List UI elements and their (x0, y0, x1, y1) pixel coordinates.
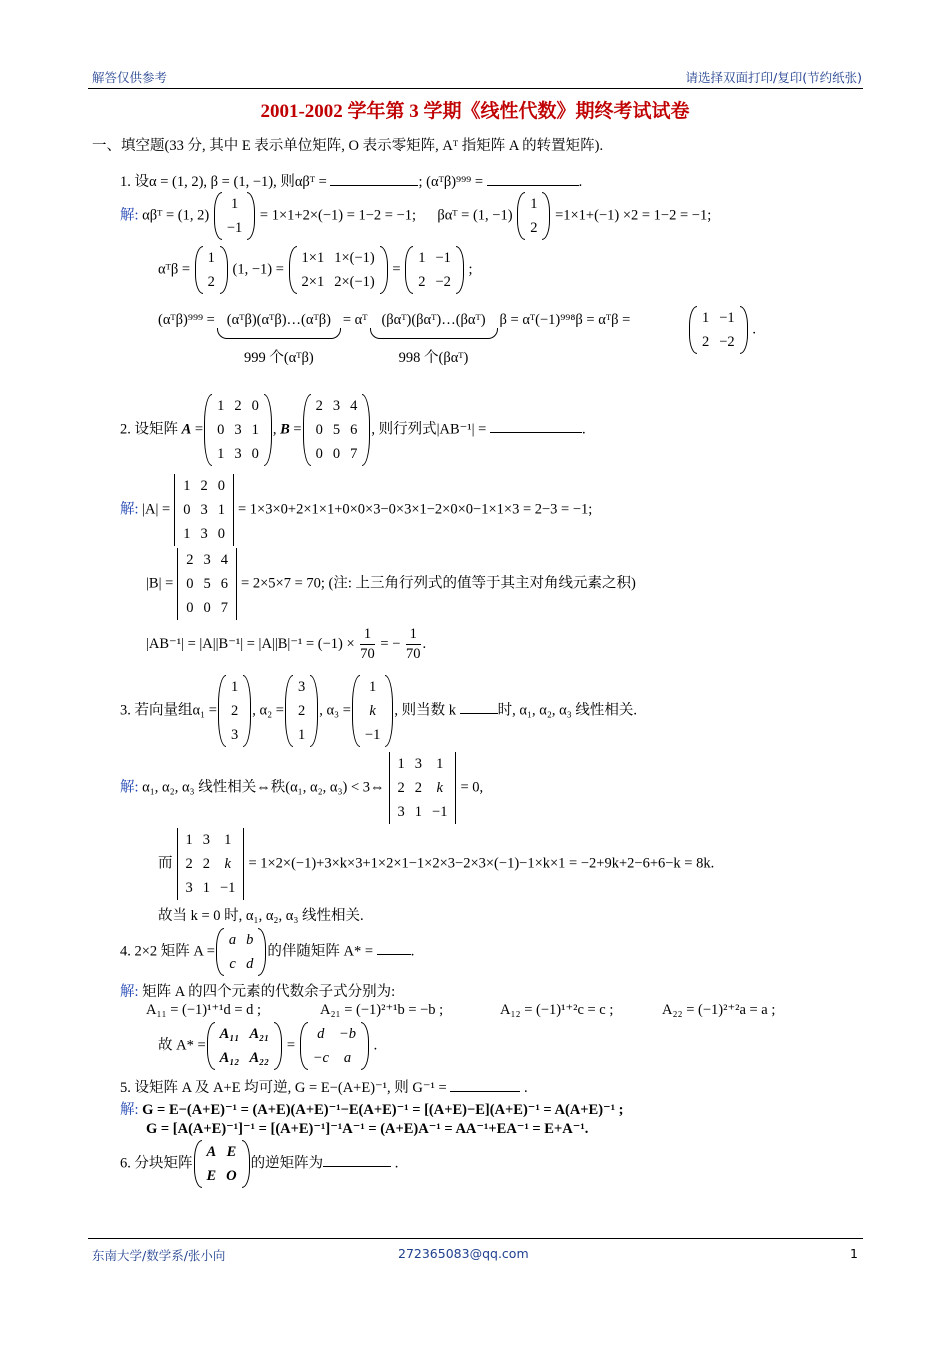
result-matrix: d −b −c a (300, 1022, 369, 1070)
q2-solution-line-2: |B| = 2 3 4 0 5 6 0 0 7 = 2×5×7 = 70; (注: 上三角行列式的值等于其主对角线元素之积) (146, 548, 636, 620)
q1-text: 1. 设α = (1, 2), β = (1, −1), 则αβᵀ = (120, 174, 331, 190)
underbrace: (αᵀβ)(αᵀβ)…(αᵀβ) 999 个(αᵀβ) (215, 306, 343, 334)
column-vector: 1 −1 (214, 192, 255, 240)
page-title: 2001-2002 学年第 3 学期《线性代数》期终考试试卷 (260, 101, 690, 122)
q1-expr: = (392, 261, 401, 278)
section-heading: 一、填空题(33 分, 其中 E 表示单位矩阵, O 表示零矩阵, Aᵀ 指矩阵 A 的转置矩阵). (92, 138, 604, 154)
q1-expr: (1, −1) = (232, 261, 284, 278)
footer-email: 272365083@qq.com (398, 1246, 529, 1261)
q2-solution-line-3: |AB⁻¹| = |A||B⁻¹| = |A||B|⁻¹ = (−1) × $\frac{1}{70}$ = − $\frac{1}{70}$ . (146, 626, 427, 662)
footer-rule (88, 1238, 863, 1239)
q3-solution-line-2: 而 1 3 1 2 2 k 3 1 −1 = 1×2×(−1)+3×k×3+1×2×1−1×2×3−2×3×(−1)−1×k×1 = −2+9k+2−6+6−k = 8k. (158, 828, 714, 900)
solution-label: 解: (120, 779, 139, 796)
q1-blank-1 (330, 185, 418, 186)
header-left: 解答仅供参考 (92, 70, 168, 85)
q6-blank (323, 1166, 391, 1167)
q1-result-matrix: 1 −1 2 −2 . (688, 306, 756, 354)
solution-label: 解: (120, 984, 139, 1000)
underbrace: (βαᵀ)(βαᵀ)…(βαᵀ) 998 个(βαᵀ) (368, 306, 500, 334)
q4-cofactor-2: A₂₁ = (−1)²⁺¹b = −b ; (320, 1002, 444, 1018)
vector-alpha1: 1 2 3 (218, 675, 251, 747)
fraction: $\frac{1}{70}$ (360, 626, 375, 662)
q1-expr: ; (468, 261, 473, 278)
q2-solution-line-1: 解: |A| = 1 2 0 0 3 1 1 3 0 = 1×3×0+2×1×1+0×0×3−0×3×1−2×0×0−1×1×3 = 2−3 = −1; (120, 474, 592, 546)
header-right: 请选择双面打印/复印(节约纸张) (685, 70, 862, 85)
determinant: 1 3 1 2 2 k 3 1 −1 (174, 828, 248, 900)
q3-solution-line-1: 解: α₁, α₂, α₃ 线性相关⇔秩(α₁, α₂, α₃) < 3⇔ 1 3 1 2 2 k 3 1 −1 = 0, (120, 752, 483, 824)
q1-text-2: ; (αᵀβ)⁹⁹⁹ = (418, 174, 487, 190)
solution-label: 解: (120, 1102, 139, 1118)
determinant: 1 3 1 2 2 k 3 1 −1 (386, 752, 460, 824)
q1-solution-line-1 (120, 192, 711, 240)
q1-expr: αβᵀ = (1, 2) (142, 207, 210, 224)
question-2: 2. 设矩阵 A = 1 2 0 0 3 1 1 3 0 , B = 2 3 4 0 5 6 0 0 7 , 则行列式|AB⁻¹| = . (120, 394, 586, 466)
q2-text-2: , 则行列式|AB⁻¹| = (371, 421, 490, 438)
q1-solution-line-2 (158, 246, 473, 294)
q4-cofactor-1: A₁₁ = (−1)¹⁺¹d = d ; (146, 1002, 262, 1018)
fraction: $\frac{1}{70}$ (406, 626, 421, 662)
question-4: 4. 2×2 矩阵 A = a b c d 的伴随矩阵 A* = . (120, 928, 414, 976)
q4-solution-line-1: 解: 矩阵 A 的四个元素的代数余子式分别为: (120, 984, 396, 1000)
determinant-A: 1 2 0 0 3 1 1 3 0 (171, 474, 237, 546)
page-number: 1 (850, 1246, 858, 1261)
q3-solution-line-3: 故当 k = 0 时, α₁, α₂, α₃ 线性相关. (158, 908, 364, 924)
q2-text: 2. 设矩阵 (120, 421, 178, 438)
q1-expr: (αᵀβ)⁹⁹⁹ = (158, 312, 215, 328)
q1-expr: = 1×1+2×(−1) = 1−2 = −1; (259, 207, 417, 224)
q4-cofactor-3: A₁₂ = (−1)¹⁺²c = c ; (500, 1002, 614, 1018)
q5-solution-line-2: G = [A(A+E)⁻¹]⁻¹ = [(A+E)⁻¹]⁻¹A⁻¹ = (A+E)A⁻¹ = AA⁻¹+EA⁻¹ = E+A⁻¹. (146, 1121, 589, 1137)
column-vector: 1 2 (195, 246, 228, 294)
q4-blank (377, 954, 411, 955)
question-6: 6. 分块矩阵 A E E O 的逆矩阵为 . (120, 1140, 398, 1188)
footer-left: 东南大学/数学系/张小向 (92, 1248, 226, 1263)
matrix: 1 −1 2 −2 (405, 246, 464, 294)
q5-blank (450, 1091, 520, 1092)
q4-solution-line-3: 故 A* = A₁₁ A₂₁ A₁₂ A₂₂ = d −b −c a . (158, 1022, 377, 1070)
q2-blank (490, 432, 582, 433)
q5-solution-line-1: 解: G = E−(A+E)⁻¹ = (A+E)(A+E)⁻¹−E(A+E)⁻¹ = [(A+E)−E](A+E)⁻¹ = A(A+E)⁻¹ ; (120, 1102, 624, 1118)
q1-expr: αᵀβ = (158, 261, 191, 278)
q3-blank (460, 713, 498, 714)
q1-expr: β = αᵀ(−1)⁹⁹⁸β = αᵀβ = (499, 312, 631, 328)
solution-label: 解: (120, 207, 139, 224)
q4-cofactor-4: A₂₂ = (−1)²⁺²a = a ; (662, 1002, 776, 1018)
vector-alpha2: 3 2 1 (285, 675, 318, 747)
q1-expr: =1×1+(−1) ×2 = 1−2 = −1; (555, 207, 712, 224)
question-5: 5. 设矩阵 A 及 A+E 均可逆, G = E−(A+E)⁻¹, 则 G⁻¹ = . (120, 1080, 528, 1096)
vector-alpha3: 1 k −1 (352, 675, 393, 747)
matrix-B: 2 3 4 0 5 6 0 0 7 (303, 394, 371, 466)
matrix: a b c d (216, 928, 267, 976)
determinant-B: 2 3 4 0 5 6 0 0 7 (174, 548, 240, 620)
q1-expr: βαᵀ = (1, −1) (437, 207, 513, 224)
header-rule (88, 88, 863, 89)
q1-blank-2 (487, 185, 579, 186)
matrix: 1×1 1×(−1) 2×1 2×(−1) (289, 246, 388, 294)
q1-expr: = αᵀ (342, 312, 368, 328)
solution-label: 解: (120, 501, 139, 518)
question-3: 3. 若向量组α₁ = 1 2 3 , α₂ = 3 2 1 , α₃ = 1 k −1 , 则当数 k 时, α₁, α₂, α₃ 线性相关. (120, 675, 637, 747)
question-1: 1. 设α = (1, 2), β = (1, −1), 则αβᵀ = ; (αᵀβ)⁹⁹⁹ = . (120, 174, 583, 190)
adjugate-matrix: A₁₁ A₂₁ A₁₂ A₂₂ (207, 1022, 283, 1070)
column-vector: 1 2 (517, 192, 550, 240)
block-matrix: A E E O (194, 1140, 250, 1188)
q1-solution-line-3 (158, 306, 630, 381)
matrix-A: 1 2 0 0 3 1 1 3 0 (204, 394, 272, 466)
